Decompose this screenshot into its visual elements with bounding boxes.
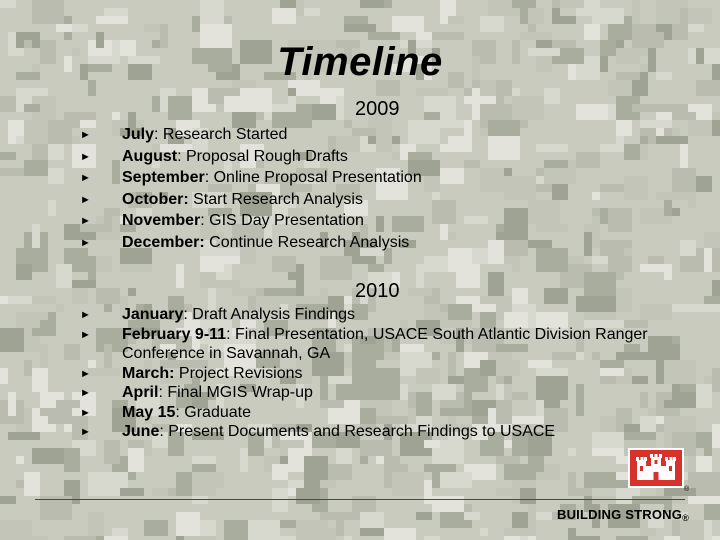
list-item xyxy=(0,233,700,255)
item-label: August xyxy=(122,147,178,165)
camo-block xyxy=(256,296,288,304)
camo-block xyxy=(64,448,80,472)
camo-block xyxy=(320,256,352,280)
camo-block xyxy=(192,472,216,496)
camo-block xyxy=(32,448,64,464)
camo-block xyxy=(512,0,536,8)
camo-block xyxy=(560,0,584,8)
camo-block xyxy=(312,104,336,120)
item-text: Graduate xyxy=(179,403,251,421)
camo-block xyxy=(432,32,464,40)
camo-block xyxy=(656,0,680,24)
camo-block xyxy=(392,472,424,496)
item-text: Project Revisions xyxy=(174,364,303,382)
camo-block xyxy=(480,528,488,536)
camo-block xyxy=(88,512,104,536)
camo-block xyxy=(144,520,168,536)
camo-block xyxy=(464,512,480,520)
camo-block xyxy=(16,264,32,280)
camo-block xyxy=(496,456,520,464)
item-label-suffix: : xyxy=(177,147,182,165)
camo-block xyxy=(688,8,712,24)
item-label-suffix: : xyxy=(154,126,159,143)
camo-block xyxy=(424,464,456,472)
camo-block xyxy=(520,536,528,540)
camo-block xyxy=(608,256,632,272)
camo-block xyxy=(192,456,216,464)
camo-block xyxy=(424,256,448,272)
building-strong-tagline xyxy=(557,507,689,523)
camo-block xyxy=(296,0,304,16)
camo-block xyxy=(216,280,240,288)
camo-block xyxy=(512,96,544,120)
camo-block xyxy=(272,464,288,480)
list-item xyxy=(0,403,700,423)
usace-castle-icon xyxy=(628,448,684,488)
camo-block xyxy=(336,96,344,120)
item-label: September xyxy=(122,169,205,187)
camo-block xyxy=(248,520,280,540)
camo-block xyxy=(512,88,520,96)
tagline-text: BUILDING STRONG xyxy=(557,507,683,522)
item-label-suffix: : xyxy=(159,423,164,440)
camo-block xyxy=(272,8,296,24)
camo-block xyxy=(416,512,432,520)
camo-block xyxy=(32,0,64,24)
camo-block xyxy=(320,528,336,540)
camo-block xyxy=(0,96,16,112)
footer-divider xyxy=(35,499,685,500)
camo-block xyxy=(56,264,72,288)
camo-block xyxy=(416,264,424,288)
camo-block xyxy=(16,456,24,464)
bullet-arrow-icon: ► xyxy=(80,406,91,419)
camo-block xyxy=(224,520,248,540)
camo-block xyxy=(152,96,160,112)
camo-block xyxy=(240,448,248,472)
camo-block xyxy=(696,104,712,120)
camo-block xyxy=(632,0,640,24)
camo-block xyxy=(480,16,504,32)
camo-block xyxy=(328,464,352,480)
camo-block xyxy=(368,264,384,272)
item-label-suffix: : xyxy=(226,325,231,343)
camo-block xyxy=(424,536,440,540)
camo-block xyxy=(128,448,144,472)
camo-block xyxy=(680,520,704,540)
camo-block xyxy=(584,24,600,40)
camo-block xyxy=(712,424,720,448)
camo-block xyxy=(544,288,568,304)
camo-block xyxy=(568,528,576,540)
item-label: May 15 xyxy=(122,403,176,421)
item-text: Online Proposal Presentation xyxy=(209,169,422,187)
item-label: November xyxy=(122,212,201,230)
item-text: Start Research Analysis xyxy=(188,190,363,208)
camo-block xyxy=(488,272,504,296)
camo-block xyxy=(552,16,576,24)
item-label: March: xyxy=(122,364,175,382)
camo-block xyxy=(200,0,224,24)
camo-block xyxy=(616,536,648,540)
camo-block xyxy=(120,264,152,272)
camo-block xyxy=(320,512,352,520)
camo-block xyxy=(520,32,552,40)
bullet-arrow-icon: ► xyxy=(80,426,91,438)
timeline-list-2010 xyxy=(0,305,700,442)
camo-block xyxy=(496,488,512,496)
list-item xyxy=(0,305,700,325)
camo-block xyxy=(432,472,440,488)
tagline-registered-mark: ® xyxy=(682,513,689,523)
camo-block xyxy=(504,464,536,480)
camo-block xyxy=(464,504,472,512)
item-text: Proposal Rough Drafts xyxy=(181,147,348,165)
item-label-suffix: : xyxy=(200,212,205,230)
item-text: Research Started xyxy=(158,126,288,143)
item-label-suffix: : xyxy=(175,403,180,421)
camo-block xyxy=(56,24,72,32)
camo-block xyxy=(424,480,432,504)
camo-block xyxy=(128,288,136,296)
camo-block xyxy=(176,512,200,528)
bullet-arrow-icon: ► xyxy=(80,367,91,380)
camo-block xyxy=(8,296,32,304)
camo-block xyxy=(88,272,96,280)
camo-block xyxy=(568,448,576,456)
camo-block xyxy=(528,504,536,528)
camo-block xyxy=(304,456,328,480)
camo-block xyxy=(712,536,720,540)
bullet-arrow-icon: ► xyxy=(80,309,91,321)
camo-block xyxy=(576,104,608,120)
list-item xyxy=(0,422,700,442)
camo-block xyxy=(456,272,480,288)
camo-block xyxy=(360,440,392,456)
camo-block xyxy=(24,472,40,496)
camo-block xyxy=(144,440,152,456)
camo-block xyxy=(664,488,696,496)
camo-block xyxy=(152,488,168,496)
camo-block xyxy=(64,536,96,540)
camo-block xyxy=(712,368,720,392)
camo-block xyxy=(448,512,456,520)
camo-block xyxy=(664,272,672,280)
camo-block xyxy=(16,536,48,540)
item-text: Final MGIS Wrap-up xyxy=(162,384,313,401)
camo-block xyxy=(712,120,720,136)
item-label: October: xyxy=(122,190,189,208)
list-item xyxy=(0,383,700,403)
timeline-list-2009 xyxy=(0,125,700,255)
camo-block xyxy=(512,264,520,272)
camo-block xyxy=(376,456,384,464)
camo-block xyxy=(648,256,664,264)
bullet-arrow-icon: ► xyxy=(80,387,91,399)
camo-block xyxy=(368,32,400,40)
camo-block xyxy=(256,112,264,120)
camo-block xyxy=(272,488,288,512)
list-item xyxy=(0,125,700,147)
camo-block xyxy=(272,256,296,272)
year-heading-2010: 2010 xyxy=(355,280,400,302)
camo-block xyxy=(344,536,352,540)
camo-block xyxy=(632,104,664,112)
bullet-arrow-icon: ► xyxy=(80,129,91,141)
camo-block xyxy=(296,280,304,296)
camo-block xyxy=(640,264,672,272)
camo-block xyxy=(608,272,616,288)
item-label-suffix: : xyxy=(158,384,163,401)
camo-block xyxy=(576,488,592,496)
camo-block xyxy=(232,288,256,296)
item-label-suffix: : xyxy=(204,169,210,187)
camo-block xyxy=(344,24,376,32)
camo-block xyxy=(576,536,600,540)
camo-block xyxy=(568,472,576,496)
camo-block xyxy=(712,280,720,296)
camo-block xyxy=(360,0,384,8)
camo-block xyxy=(288,88,296,96)
slide-title: Timeline xyxy=(277,40,443,84)
camo-block xyxy=(704,296,720,304)
camo-block xyxy=(184,536,216,540)
camo-block xyxy=(192,496,208,504)
camo-block xyxy=(416,88,448,96)
camo-block xyxy=(528,8,544,24)
camo-block xyxy=(96,288,120,304)
item-label: February 9-11 xyxy=(122,325,227,343)
camo-block xyxy=(392,16,424,32)
camo-block xyxy=(544,88,560,104)
camo-block xyxy=(88,472,120,496)
list-item xyxy=(0,211,700,233)
bullet-arrow-icon: ► xyxy=(80,172,91,185)
bullet-arrow-icon: ► xyxy=(80,328,91,341)
camo-block xyxy=(408,288,432,296)
item-text: Draft Analysis Findings xyxy=(187,306,356,323)
camo-block xyxy=(0,496,16,504)
camo-block xyxy=(416,32,432,40)
list-item xyxy=(0,147,700,169)
bullet-arrow-icon: ► xyxy=(80,193,91,206)
item-label: June xyxy=(122,423,160,440)
bullet-arrow-icon: ► xyxy=(80,150,91,163)
camo-block xyxy=(104,440,120,464)
item-label: July xyxy=(122,126,155,143)
camo-block xyxy=(176,264,184,288)
camo-block xyxy=(176,528,200,536)
logo-registered-mark: ® xyxy=(684,486,690,493)
camo-block xyxy=(72,288,88,304)
item-text: Present Documents and Research Findings to USACE xyxy=(163,423,556,440)
camo-block xyxy=(112,528,128,536)
camo-block xyxy=(144,24,160,32)
camo-block xyxy=(440,472,472,488)
camo-block xyxy=(336,520,344,536)
camo-block xyxy=(464,96,496,104)
camo-block xyxy=(96,16,128,24)
camo-block xyxy=(24,104,40,112)
camo-block xyxy=(632,496,664,504)
list-item xyxy=(0,364,700,384)
camo-block xyxy=(288,480,304,488)
list-item xyxy=(0,168,700,190)
camo-block xyxy=(704,504,720,520)
camo-block xyxy=(304,8,320,16)
camo-block xyxy=(168,488,176,496)
item-text: Final Presentation, USACE South Atlantic Division Ranger Conference in Savannah, GA xyxy=(122,325,648,362)
item-label-suffix: : xyxy=(183,306,188,323)
list-item xyxy=(0,190,700,212)
camo-block xyxy=(168,96,192,120)
item-label: April xyxy=(122,384,159,401)
camo-block xyxy=(200,272,216,288)
item-text: GIS Day Presentation xyxy=(204,212,364,230)
camo-block xyxy=(104,536,128,540)
camo-block xyxy=(360,528,384,536)
year-heading-2009: 2009 xyxy=(355,98,400,120)
camo-block xyxy=(592,448,624,456)
item-label: December: xyxy=(122,233,205,251)
camo-block xyxy=(592,8,624,24)
camo-block xyxy=(520,488,536,504)
camo-block xyxy=(224,96,248,112)
camo-block xyxy=(504,528,536,536)
bullet-arrow-icon: ► xyxy=(80,236,91,249)
camo-block xyxy=(448,16,464,24)
camo-block xyxy=(72,280,96,288)
camo-block xyxy=(584,472,616,488)
item-label: January xyxy=(122,306,184,323)
item-text: Continue Research Analysis xyxy=(204,233,410,251)
camo-block xyxy=(296,296,320,304)
camo-block xyxy=(0,0,16,8)
list-item xyxy=(0,325,682,364)
camo-block xyxy=(384,528,416,540)
camo-block xyxy=(568,256,584,264)
bullet-arrow-icon: ► xyxy=(80,215,91,228)
